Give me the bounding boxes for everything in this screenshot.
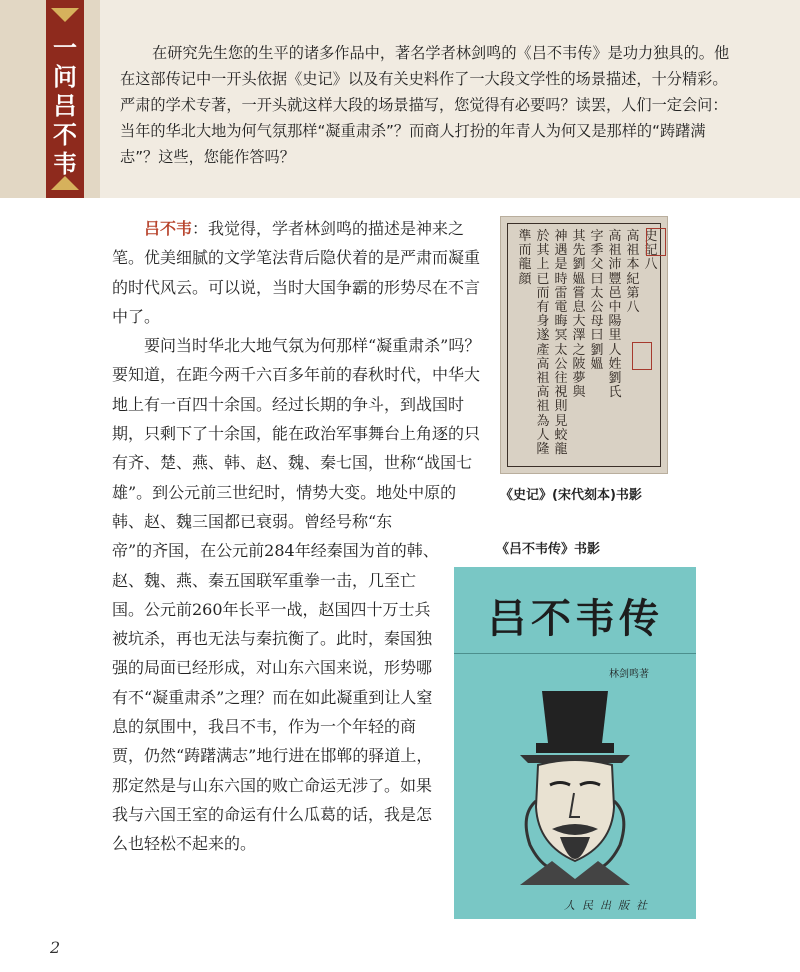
shiji-caption: 《史记》(宋代刻本)书影 xyxy=(500,488,642,503)
book-cover-image xyxy=(454,567,696,919)
answer-paragraph xyxy=(112,214,487,331)
answer-body xyxy=(112,214,487,859)
shiji-column: 其先劉媼嘗息大澤之陂夢與 xyxy=(572,229,586,401)
section-title-char: 一 xyxy=(53,34,77,62)
cover-publisher: 人民出版社 xyxy=(564,899,654,912)
answer-text: ：我觉得，学者林剑鸣的描述是神来之笔。优美细腻的文学笔法背后隐伏着的是严肃而凝重的时代风云。可以说，当时大国争霸的形势尽在不言中了。 xyxy=(112,219,481,326)
shiji-column: 於其上已而有身遂產高祖高祖為人隆 xyxy=(536,229,550,458)
red-seal-stamp xyxy=(646,228,666,256)
cover-author: 林剑鸣著 xyxy=(609,669,649,680)
shiji-column: 史記八 xyxy=(644,229,658,273)
speaker-name: 吕不韦 xyxy=(144,219,193,238)
shiji-column: 字季父曰太公母曰劉媼 xyxy=(590,229,604,372)
shiji-column: 神遇是時雷電晦冥太公往視則見蛟龍 xyxy=(554,229,568,458)
section-title-char: 问 xyxy=(53,63,77,91)
interview-question: 在研究先生您的生平的诸多作品中，著名学者林剑鸣的《吕不韦传》是功力独具的。他在这部传记中一开头依据《史记》以及有关史料作了一大段文学性的场景描述，十分精彩。严肃的学术专著，一开头就这样大段的场景描写，您觉得有必要吗？读罢，人们一定会问：当年的华北大地为何气氛那样“凝重肃杀”？而商人打扮的年青人为何又是那样的“踌躇满志”？这些，您能作答吗？ xyxy=(120,44,730,166)
section-title-char: 韦 xyxy=(53,150,77,178)
page-number: 2 xyxy=(50,938,61,957)
shiji-page-frame xyxy=(507,223,661,467)
cover-title: 吕不韦传 xyxy=(487,596,663,642)
tab-arrow-down-icon xyxy=(51,8,79,22)
section-title-char: 不 xyxy=(53,121,77,149)
portrait-illustration xyxy=(490,685,660,885)
cover-divider xyxy=(454,653,696,654)
red-seal-stamp xyxy=(632,342,652,370)
shiji-book-image xyxy=(500,216,668,474)
section-title-char: 吕 xyxy=(53,92,77,120)
cover-caption: 《吕不韦传》书影 xyxy=(496,542,601,557)
answer-paragraph-continued: 帝”的齐国，在公元前284年经秦国为首的韩、赵、魏、燕、秦五国联军重拳一击，几至亡国。公元前260年长平一战，赵国四十万士兵被坑杀，再也无法与秦抗衡了。此时，秦国独强的局面已经形成，对山东六国来说，形势哪有不“凝重肃杀”之理？而在如此凝重到让人窒息的氛围中，我吕不韦，作为一个年轻的商贾，仍然“踌躇满志”地行进在邯郸的驿道上，那定然是与山东六国的败亡命运无涉了。如果我与六国王室的命运有什么瓜葛的话，我是怎么也轻松不起来的。 xyxy=(112,541,439,854)
answer-paragraph: 要问当时华北大地气氛为何那样“凝重肃杀”吗？要知道，在距今两千六百多年前的春秋时代，中华大地上有一百四十余国。经过长期的争斗，到战国时期，只剩下了十余国，能在政治军事舞台上角逐的只有齐、楚、燕、韩、赵、魏、秦七国，世称“战国七雄”。到公元前三世纪时，情势大变。地处中原的韩、赵、魏三国都已衰弱。曾经号称“东 xyxy=(112,336,481,531)
section-title xyxy=(46,34,84,179)
shiji-column: 高祖沛豐邑中陽里人姓劉氏 xyxy=(608,229,622,401)
shiji-column: 高祖本紀第八 xyxy=(626,229,640,316)
tab-arrow-up-icon xyxy=(51,176,79,190)
shiji-column: 準而龍顔 xyxy=(518,229,532,287)
section-tab xyxy=(46,0,84,198)
